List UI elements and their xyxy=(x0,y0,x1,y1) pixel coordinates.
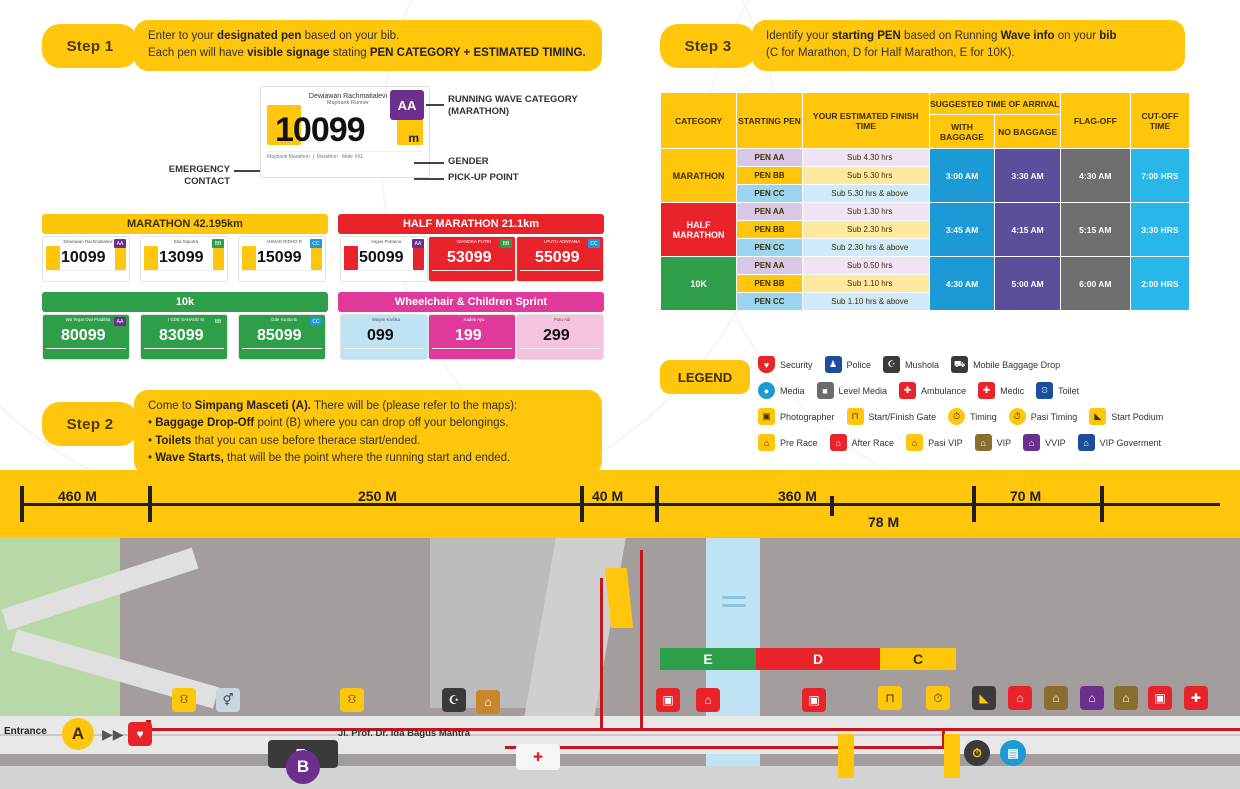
after-race-icon-2[interactable]: ⌂ xyxy=(1008,686,1032,710)
ruler-distance-extra: 78 M xyxy=(868,514,900,530)
bib-number: 099 xyxy=(367,327,394,344)
bib-footer xyxy=(144,348,224,357)
legend-row xyxy=(758,434,1188,451)
step-2-intro: Come to Simpang Masceti (A). There will be (please refer to the maps): xyxy=(148,400,518,412)
cell-pen: PEN AA xyxy=(737,149,803,167)
cell-with-baggage: 4:30 AM xyxy=(929,257,995,311)
legend-item-media: ● Media xyxy=(758,382,805,399)
cell-pen: PEN AA xyxy=(737,203,803,221)
bib-name: AHMAD RIDHO R xyxy=(266,239,302,244)
bib-card xyxy=(42,314,130,360)
bib-left-band xyxy=(344,324,358,348)
zone-E: E xyxy=(660,648,756,670)
bib-left-band xyxy=(432,246,446,270)
course-line-branch xyxy=(505,746,945,749)
bib-footer xyxy=(432,270,512,279)
step-1-badge xyxy=(42,24,138,68)
bib-footer xyxy=(344,348,424,357)
start-gate-icon[interactable]: ⊓ xyxy=(878,686,902,710)
bib-name: Eka Saputra xyxy=(173,239,199,244)
th-with-baggage: WITH BAGGAGE xyxy=(929,115,995,149)
legend-item-vip: ⌂ VIP xyxy=(975,434,1012,451)
course-map xyxy=(0,538,1240,789)
level-media-icon: ■ xyxy=(817,382,834,399)
bib-right-band xyxy=(501,324,512,348)
map-river-wave xyxy=(722,596,746,599)
legend-item-photographer: ▣ Photographer xyxy=(758,408,835,425)
map-main-road-divider xyxy=(0,734,1240,736)
cell-estimate: Sub 0.50 hrs xyxy=(802,257,929,275)
bib-number: 15099 xyxy=(257,249,302,266)
vip-government-icon: ⌂ xyxy=(1078,434,1095,451)
cell-pen: PEN CC xyxy=(737,239,803,257)
media-icon: ● xyxy=(758,382,775,399)
bib-left-band xyxy=(520,324,534,348)
bib-number: 10099 xyxy=(61,249,106,266)
legend-item-security: ♥ Security xyxy=(758,356,813,373)
course-line-vertical xyxy=(600,578,603,730)
vip-icon[interactable]: ⌂ xyxy=(1044,686,1068,710)
zone-C: C xyxy=(880,648,956,670)
cell-estimate: Sub 5.30 hrs & above xyxy=(802,185,929,203)
legend-item-vvip: ⌂ VVIP xyxy=(1023,434,1066,451)
legend-item-start-finish-gate: ⊓ Start/Finish Gate xyxy=(847,408,937,425)
step-3-line-2: (C for Marathon, D for Half Marathon, E for 10K). xyxy=(766,47,1015,60)
bib-right-band xyxy=(501,246,512,270)
police-icon: ♟ xyxy=(825,356,842,373)
legend-item-timing: ⏱ Timing xyxy=(948,408,997,425)
photographer-icon[interactable]: ▣ xyxy=(656,688,680,712)
ruler-distance: 70 M xyxy=(1010,488,1042,504)
step-3-badge xyxy=(660,24,756,68)
ruler-tick xyxy=(1100,486,1104,522)
cell-pen: PEN BB xyxy=(737,167,803,185)
shield-icon: ♥ xyxy=(758,356,775,373)
vvip-icon[interactable]: ⌂ xyxy=(1080,686,1104,710)
bib-right-band xyxy=(589,246,600,270)
bib-footer xyxy=(46,270,126,279)
step-1-block xyxy=(42,20,602,72)
bib-left-band xyxy=(520,246,534,270)
category-banner-wheelchair: Wheelchair & Children Sprint xyxy=(338,292,604,312)
cell-pen: PEN CC xyxy=(737,185,803,203)
bib-number: 299 xyxy=(543,327,570,344)
ruler-tick xyxy=(580,486,584,522)
step-3-block xyxy=(660,20,1185,72)
ambulance-icon[interactable]: ✚ xyxy=(516,744,560,770)
map-ramp-2 xyxy=(838,734,854,778)
hero-bib-wave-badge: AA xyxy=(390,90,424,120)
toilet-icon-2[interactable]: ⛻ xyxy=(340,688,364,712)
callout-line-pickup xyxy=(414,178,444,180)
map-ramp-3 xyxy=(944,734,960,778)
table-row xyxy=(661,149,1190,167)
bib-wave-tag: AA xyxy=(114,317,126,326)
legend-row xyxy=(758,382,1188,399)
bib-left-band xyxy=(344,246,358,270)
course-line-horizontal xyxy=(148,728,1240,731)
step-1-body xyxy=(134,20,602,71)
vvip-icon: ⌂ xyxy=(1023,434,1040,451)
bib-wave-tag: CC xyxy=(310,239,322,248)
legend-item-vip-government: ⌂ VIP Goverment xyxy=(1078,434,1161,451)
bib-wave-tag: CC xyxy=(588,239,600,248)
bib-card xyxy=(42,236,130,282)
bib-name: Putu Adi xyxy=(553,317,571,322)
legend-item-pasi-timing: ⏱ Pasi Timing xyxy=(1009,408,1078,425)
cell-flag-off: 4:30 AM xyxy=(1060,149,1130,203)
bib-wave-tag: CC xyxy=(310,317,322,326)
legend-item-start-podium: ◣ Start Podium xyxy=(1089,408,1163,425)
bib-name: Aagus Pratama xyxy=(370,239,402,244)
bib-card xyxy=(340,314,428,360)
cell-flag-off: 6:00 AM xyxy=(1060,257,1130,311)
ruler-distance: 360 M xyxy=(778,488,817,504)
bib-number: 53099 xyxy=(447,249,492,266)
legend-row xyxy=(758,356,1188,373)
bib-card xyxy=(238,314,326,360)
category-banner-10k: 10k xyxy=(42,292,328,312)
cell-estimate: Sub 2.30 hrs xyxy=(802,221,929,239)
security-icon[interactable]: ♥ xyxy=(128,722,152,746)
bib-name: Kadek Ayu xyxy=(463,317,485,322)
pasi-vip-icon: ⌂ xyxy=(906,434,923,451)
legend-item-ambulance: ✚ Ambulance xyxy=(899,382,966,399)
ruler-tick xyxy=(972,486,976,522)
timing-icon[interactable]: ⏱ xyxy=(926,686,950,710)
legend-row xyxy=(758,408,1188,425)
callout-line-gender xyxy=(414,162,444,164)
bib-wave-tag: AA xyxy=(114,239,126,248)
hero-bib-gender: m xyxy=(408,131,419,145)
bib-card xyxy=(238,236,326,282)
bib-number: 50099 xyxy=(359,249,404,266)
distance-ruler xyxy=(0,470,1240,538)
legend-item-level-media: ■ Level Media xyxy=(817,382,888,399)
bib-number: 85099 xyxy=(257,327,302,344)
course-line-vertical-2 xyxy=(640,550,643,730)
bib-wave-tag: BB xyxy=(212,317,224,326)
bib-number: 80099 xyxy=(61,327,106,344)
cell-estimate: Sub 1.10 hrs & above xyxy=(802,293,929,311)
bib-right-band xyxy=(589,324,600,348)
cell-category: 10K xyxy=(661,257,737,311)
th-flag-off: FLAG-OFF xyxy=(1060,93,1130,149)
bib-card xyxy=(140,314,228,360)
cell-with-baggage: 3:00 AM xyxy=(929,149,995,203)
bib-card xyxy=(516,314,604,360)
hero-bib-footer: Maybank Marathon | Marathon Male XXL xyxy=(267,151,423,173)
category-banner-half: HALF MARATHON 21.1km xyxy=(338,214,604,234)
bib-right-band xyxy=(213,324,224,348)
th-estimated-finish: YOUR ESTIMATED FINISH TIME xyxy=(802,93,929,149)
legend-item-pasi-vip: ⌂ Pasi VIP xyxy=(906,434,963,451)
zone-D: D xyxy=(756,648,880,670)
medic-icon: ✚ xyxy=(978,382,995,399)
pre-race-icon: ⌂ xyxy=(758,434,775,451)
th-no-baggage: NO BAGGAGE xyxy=(995,115,1061,149)
ruler-distance: 40 M xyxy=(592,488,624,504)
ruler-distance: 250 M xyxy=(358,488,397,504)
bib-name: I GDE SAHADE M xyxy=(167,317,205,322)
step-1-badge-label: Step 1 xyxy=(66,37,114,55)
bib-footer xyxy=(344,270,424,279)
cell-pen: PEN BB xyxy=(737,221,803,239)
th-suggested-arrival: SUGGESTED TIME OF ARRIVAL xyxy=(929,93,1060,115)
step-2-bullet: • Baggage Drop-Off point (B) where you can drop off your belongings. xyxy=(148,417,509,430)
ruler-distance: 460 M xyxy=(58,488,97,504)
pasi-timing-icon: ⏱ xyxy=(1009,408,1026,425)
map-entrance-label: Entrance xyxy=(4,726,47,737)
start-podium-icon[interactable]: ◣ xyxy=(972,686,996,710)
step-2-badge-label: Step 2 xyxy=(66,415,114,433)
bib-footer xyxy=(242,270,322,279)
step-1-line-1: Enter to your designated pen based on your bib. xyxy=(148,30,400,42)
cell-cut-off: 2:00 HRS xyxy=(1130,257,1189,311)
step-3-badge-label: Step 3 xyxy=(684,37,732,55)
pen-table-head xyxy=(661,93,1190,149)
step-2-bullet: • Wave Starts, that will be the point where the running start and ended. xyxy=(148,451,511,464)
bib-footer xyxy=(520,270,600,279)
bib-number: 199 xyxy=(455,327,482,344)
legend-title-badge xyxy=(660,360,750,394)
cell-estimate: Sub 1.30 hrs xyxy=(802,203,929,221)
toilet-icon[interactable]: ⛻ xyxy=(172,688,196,712)
ambulance-icon: ✚ xyxy=(899,382,916,399)
bib-footer xyxy=(432,348,512,357)
ruler-tick xyxy=(20,486,24,522)
after-race-icon: ⌂ xyxy=(830,434,847,451)
cell-category: HALF MARATHON xyxy=(661,203,737,257)
bib-wave-tag: AA xyxy=(412,239,424,248)
callout-wave: RUNNING WAVE CATEGORY (MARATHON) xyxy=(448,94,578,117)
mushola-icon[interactable]: ☪ xyxy=(442,688,466,712)
start-finish-gate-icon: ⊓ xyxy=(847,408,864,425)
map-street-name: Jl. Prof. Dr. Ida Bagus Mantra xyxy=(338,728,470,739)
bib-card xyxy=(340,236,428,282)
bib-wave-tag: BB xyxy=(500,239,512,248)
cell-no-baggage: 3:30 AM xyxy=(995,149,1061,203)
bib-footer xyxy=(46,348,126,357)
toilet-sign-icon[interactable]: ⚥ xyxy=(216,688,240,712)
bib-right-band xyxy=(115,246,126,270)
legend-title: LEGEND xyxy=(677,369,733,385)
pen-table xyxy=(660,92,1190,311)
medic-icon[interactable]: ✚ xyxy=(1184,686,1208,710)
vip-icon: ⌂ xyxy=(975,434,992,451)
legend-item-medic: ✚ Medic xyxy=(978,382,1024,399)
ruler-tick xyxy=(655,486,659,522)
bib-left-band xyxy=(242,324,256,348)
cell-pen: PEN BB xyxy=(737,275,803,293)
bib-footer xyxy=(144,270,224,279)
bib-left-band xyxy=(144,324,158,348)
ruler-tick xyxy=(830,496,834,516)
step-2-block xyxy=(42,390,602,462)
mushola-icon: ☪ xyxy=(883,356,900,373)
cell-flag-off: 5:15 AM xyxy=(1060,203,1130,257)
point-b-marker[interactable]: B xyxy=(286,750,320,784)
bib-name: Dewiawan Rachmatialevi xyxy=(63,239,113,244)
bib-right-band xyxy=(311,246,322,270)
category-banner-marathon: MARATHON 42.195km xyxy=(42,214,328,234)
bib-wave-tag: BB xyxy=(212,239,224,248)
map-lower-road xyxy=(0,766,1240,789)
cell-estimate: Sub 5.30 hrs xyxy=(802,167,929,185)
photographer-icon: ▣ xyxy=(758,408,775,425)
legend-item-toilet: ⛻ Toilet xyxy=(1036,382,1079,399)
step-2-body xyxy=(134,390,602,475)
bib-number: 13099 xyxy=(159,249,204,266)
legend-item-pre-race: ⌂ Pre Race xyxy=(758,434,818,451)
map-river-wave xyxy=(722,604,746,607)
bib-left-band xyxy=(242,246,256,270)
bib-left-band xyxy=(144,246,158,270)
mobile-baggage-icon: ⛟ xyxy=(951,356,968,373)
callout-pickup: PICK-UP POINT xyxy=(448,172,519,183)
bib-right-band xyxy=(413,246,424,270)
step-3-line-1: Identify your starting PEN based on Running Wave info on your bib xyxy=(766,30,1117,42)
bib-name: DIANDRA PUTRI xyxy=(457,239,491,244)
step-3-body xyxy=(752,20,1185,71)
callout-line-emergency xyxy=(234,170,260,172)
bib-left-band xyxy=(432,324,446,348)
cell-pen: PEN CC xyxy=(737,293,803,311)
bib-footer xyxy=(242,348,322,357)
bib-name: Gde Ka Ba B xyxy=(271,317,297,322)
bib-left-band xyxy=(46,324,60,348)
after-race-icon[interactable]: ⌂ xyxy=(696,688,720,712)
bib-left-band xyxy=(46,246,60,270)
th-cut-off: CUT-OFF TIME xyxy=(1130,93,1189,149)
bib-right-band xyxy=(413,324,424,348)
cell-category: MARATHON xyxy=(661,149,737,203)
cell-cut-off: 7:00 HRS xyxy=(1130,149,1189,203)
bib-card xyxy=(428,314,516,360)
cell-pen: PEN AA xyxy=(737,257,803,275)
start-podium-icon: ◣ xyxy=(1089,408,1106,425)
hero-bib-name: Dewiawan Rachmatialevi Maybank Runner xyxy=(308,93,388,106)
table-row xyxy=(661,257,1190,275)
legend-item-after-race: ⌂ After Race xyxy=(830,434,895,451)
level-media-icon[interactable]: ▤ xyxy=(1000,740,1026,766)
cell-no-baggage: 4:15 AM xyxy=(995,203,1061,257)
cell-estimate: Sub 2.30 hrs & above xyxy=(802,239,929,257)
timing-icon: ⏱ xyxy=(948,408,965,425)
table-row xyxy=(661,203,1190,221)
point-a-marker[interactable]: A xyxy=(62,718,94,750)
arrow-icon: ▶▶ xyxy=(102,726,124,742)
bib-number: 83099 xyxy=(159,327,204,344)
th-category: CATEGORY xyxy=(661,93,737,149)
cell-cut-off: 3:30 HRS xyxy=(1130,203,1189,257)
step-2-bullet: • Toilets that you can use before therace start/ended. xyxy=(148,434,421,447)
hero-bib-number: 10099 xyxy=(275,111,365,149)
cell-estimate: Sub 4.30 hrs xyxy=(802,149,929,167)
cell-estimate: Sub 1.10 hrs xyxy=(802,275,929,293)
bib-card xyxy=(140,236,228,282)
photographer-icon-2[interactable]: ▣ xyxy=(802,688,826,712)
left-panel xyxy=(28,8,628,468)
cell-with-baggage: 3:45 AM xyxy=(929,203,995,257)
ruler-tick xyxy=(148,486,152,522)
step-2-badge xyxy=(42,402,138,446)
step-1-line-2: Each pen will have visible signage stating PEN CATEGORY + ESTIMATED TIMING. xyxy=(148,47,586,60)
pre-race-icon[interactable]: ⌂ xyxy=(476,690,500,714)
callout-emergency: EMERGENCY CONTACT xyxy=(168,164,230,187)
bib-name: Wayan Kartika xyxy=(371,317,401,322)
legend-rows xyxy=(758,356,1188,451)
toilet-icon: ⛻ xyxy=(1036,382,1053,399)
bib-name: Wa Tegar Dwi Praditha xyxy=(65,317,111,322)
callout-gender: GENDER xyxy=(448,156,489,167)
th-starting-pen: STARTING PEN xyxy=(737,93,803,149)
bib-card xyxy=(428,236,516,282)
vip-government-icon[interactable]: ⌂ xyxy=(1114,686,1138,710)
bib-right-band xyxy=(213,246,224,270)
legend-item-mushola: ☪ Mushola xyxy=(883,356,939,373)
bib-card xyxy=(516,236,604,282)
legend-item-mobile-baggage: ⛟ Mobile Baggage Drop xyxy=(951,356,1060,373)
legend-item-police: ♟ Police xyxy=(825,356,872,373)
pen-table-body xyxy=(661,149,1190,311)
pasi-timing-icon[interactable]: ⏱ xyxy=(964,740,990,766)
bib-right-band xyxy=(311,324,322,348)
callout-line-wave xyxy=(426,104,444,106)
bib-number: 55099 xyxy=(535,249,580,266)
bib-name: I PUTU ADNYANA xyxy=(543,239,581,244)
photographer-icon-3[interactable]: ▣ xyxy=(1148,686,1172,710)
bib-right-band xyxy=(115,324,126,348)
bib-footer xyxy=(520,348,600,357)
cell-no-baggage: 5:00 AM xyxy=(995,257,1061,311)
